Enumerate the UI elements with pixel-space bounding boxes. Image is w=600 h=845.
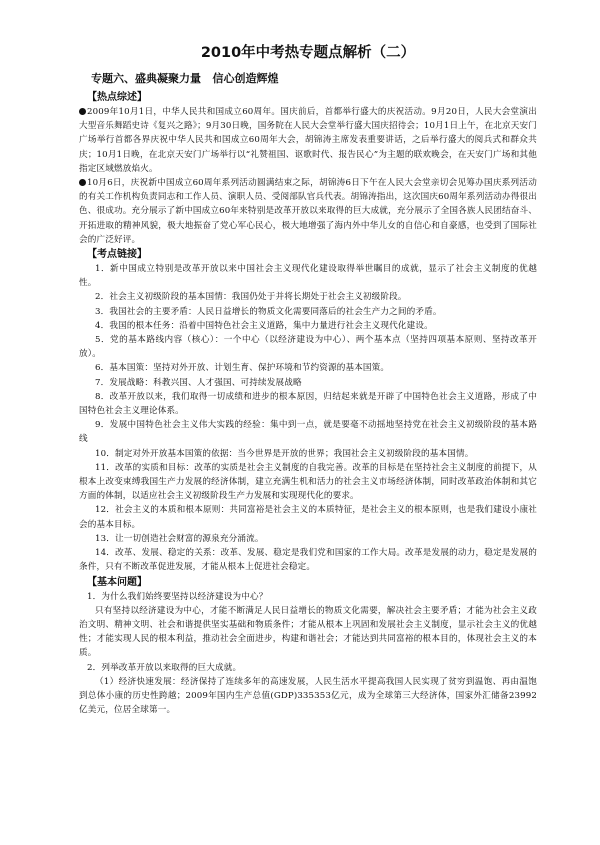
link-item-5: 5．党的基本路线内容（核心）：一个中心（以经济建设为中心）、两个基本点（坚持四项基本原则、坚持改革开放）。 <box>79 335 537 360</box>
link-item-11: 11．改革的实质和目标：改革的实质是社会主义制度的自我完善。改革的目标是在坚持社会主义制度的前提下，从根本上改变束缚我国生产力发展的经济体制，建立充满生机和活力的社会主义市场经济体制，同时改革政治体制和其它方面的体制，以适应社会主义初级阶段生产力发展和实现现代化的要求。 <box>79 462 537 502</box>
hot-paragraph-1 <box>79 105 537 176</box>
basic-answer-1: 只有坚持以经济建设为中心，才能不断满足人民日益增长的物质文化需要，解决社会主要矛盾；才能为社会主义政治文明、精神文明、社会和谐提供坚实基础和物质条件；才能从根本上巩固和发展社会主义制度，显示社会主义的优越性；才能实现人民的根本利益，推动社会全面进步，构建和谐社会；才能达到共同富裕的根本目的，体现社会主义的本质。 <box>79 605 537 659</box>
basic-question-2: 2．列举改革开放以来取得的巨大成就。 <box>87 662 242 673</box>
topic-subtitle: 专题六、盛典凝聚力量 信心创造辉煌 <box>91 72 279 85</box>
document-page <box>79 44 537 717</box>
basic-question-1: 1．为什么我们始终要坚持以经济建设为中心？ <box>87 591 268 602</box>
link-item-7: 7．发展战略：科教兴国、人才强国、可持续发展战略 <box>95 377 302 388</box>
section-exam-links: 【考点链接】 <box>87 249 147 261</box>
document-title: 2010年中考热专题点解析（二） <box>200 45 416 61</box>
link-item-6: 6．基本国策：坚持对外开放、计划生育、保护环境和节约资源的基本国策。 <box>95 363 390 374</box>
link-item-13: 13．让一切创造社会财富的源泉充分涌流。 <box>95 533 264 544</box>
basic-answer-2: （1）经济快速发展：经济保持了连续多年的高速发展，人民生活水平提高我国人民实现了贫穷到温饱、再由温饱到总体小康的历史性跨越；2009年国内生产总值(GDP)335353亿元，成为全球第三大经济体，国家外汇储备23992亿美元，位居全球第一。 <box>79 676 537 716</box>
section-hot-summary: 【热点综述】 <box>87 92 147 103</box>
link-item-4: 4．我国的根本任务：沿着中国特色社会主义道路，集中力量进行社会主义现代化建设。 <box>95 320 433 331</box>
link-item-10: 10．制定对外开放基本国策的依据：当今世界是开放的世界；我国社会主义初级阶段的基本国情。 <box>95 448 474 459</box>
bullet-dot-icon <box>79 179 86 186</box>
link-item-9: 9．发展中国特色社会主义伟大实践的经验：集中到一点，就是要毫不动摇地坚持党在社会主义初级阶段的基本路线 <box>79 420 537 445</box>
hot-paragraph-2-text: 10月6日，庆祝新中国成立60周年系列活动圆满结束之际，胡锦涛6日下午在人民大会堂亲切会见筹办国庆系列活动的有关工作机构负责同志和工作人员、演职人员、受阅部队官兵代表。胡锦涛指出，这次国庆60周年系列活动办得很出色、很成功。充分展示了新中国成立60年来特别是改革开放以来取得的巨大成就，充分展示了全国各族人民团结奋斗、开拓进取的精神风貌，极大地振奋了党心军心民心，极大地增强了海内外中华儿女的自信心和自豪感，也受到了国际社会的广泛好评。 <box>79 178 537 245</box>
link-item-12: 12．社会主义的本质和根本原则：共同富裕是社会主义的本质特征，是社会主义的根本原则，也是我们建设小康社会的基本目标。 <box>79 505 537 530</box>
link-item-8: 8．改革开放以来，我们取得一切成绩和进步的根本原因，归结起来就是开辟了中国特色社会主义道路，形成了中国特色社会主义理论体系。 <box>79 391 537 417</box>
link-item-14: 14．改革、发展、稳定的关系：改革、发展、稳定是我们党和国家的工作大局。改革是发展的动力，稳定是发展的条件，只有不断改革促进发展，才能从根本上促进社会稳定。 <box>79 548 537 573</box>
section-basic-questions: 【基本问题】 <box>87 576 147 588</box>
link-item-1: 1．新中国成立特别是改革开放以来中国社会主义现代化建设取得举世瞩目的成就，显示了社会主义制度的优越性。 <box>79 264 537 289</box>
hot-paragraph-2 <box>79 176 537 247</box>
link-item-2: 2．社会主义初级阶段的基本国情：我国仍处于并将长期处于社会主义初级阶段。 <box>95 292 407 303</box>
link-item-3: 3．我国社会的主要矛盾：人民日益增长的物质文化需要同落后的社会生产力之间的矛盾。 <box>95 306 442 317</box>
hot-paragraph-1-text: 2009年10月1日，中华人民共和国成立60周年。国庆前后，首都举行盛大的庆祝活动。9月20日，人民大会堂演出大型音乐舞蹈史诗《复兴之路》；9月30日晚，国务院在人民大会堂举行盛大国庆招待会；10月1日上午，在北京天安门广场举行首都各界庆祝中华人民共和国成立60周年大会，胡锦涛主席发表重要讲话，之后举行盛大的阅兵式和群众共庆；10月1日晚，在北京天安门广场举行以“礼赞祖国、讴歌时代、报告民心”为主题的联欢晚会，在天安门广场和其他指定区域燃放焰火。 <box>79 107 537 174</box>
bullet-dot-icon <box>79 108 86 115</box>
